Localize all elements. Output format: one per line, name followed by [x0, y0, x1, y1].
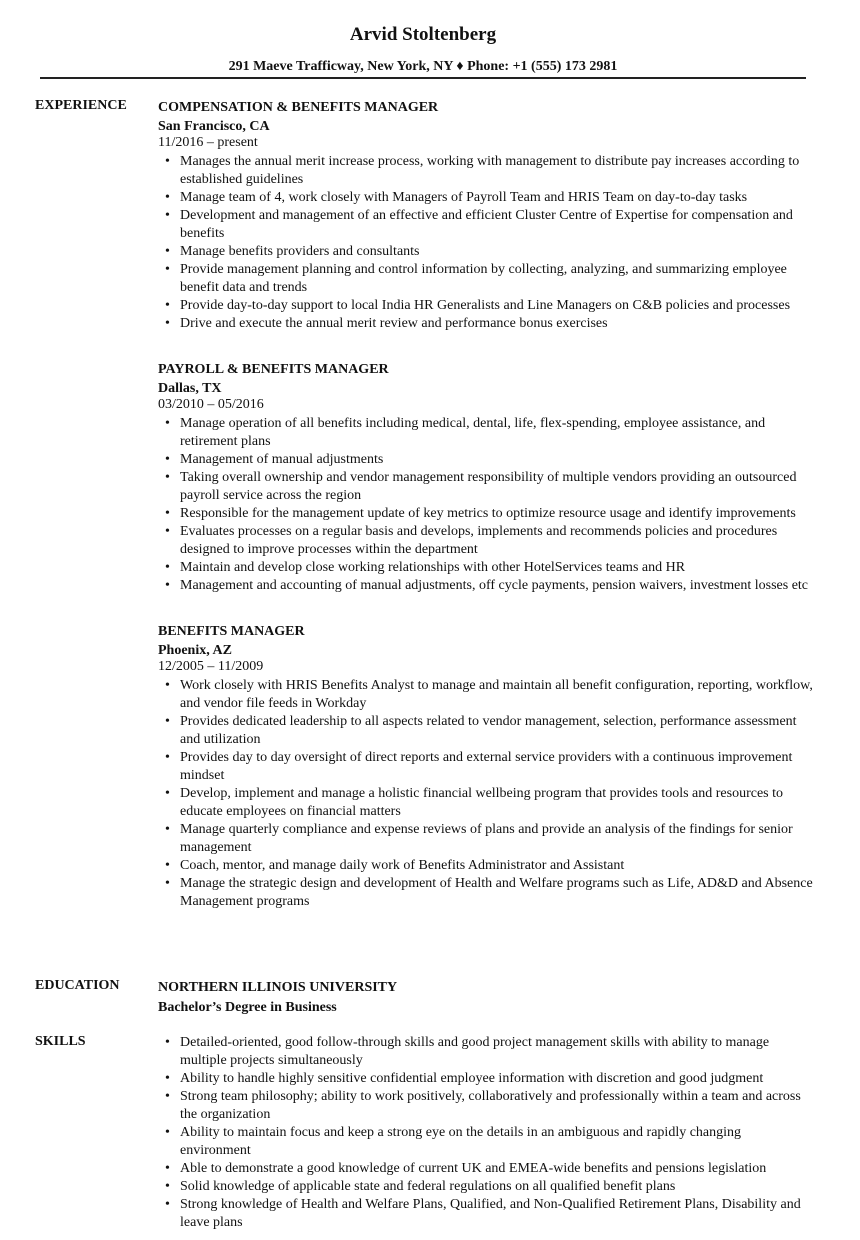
skill-item: • Strong team philosophy; ability to work positively, collaboratively and professionally within a team and across the organization [158, 1088, 813, 1124]
job-duties-list [158, 153, 813, 333]
job-duty: • Maintain and develop close working relationships with other HotelServices teams and HR [158, 559, 813, 577]
job-duty: • Provides day to day oversight of direct reports and external service providers with a continuous improvement mindset [158, 749, 813, 785]
education-section [158, 978, 813, 1018]
skill-item: • Ability to maintain focus and keep a strong eye on the details in an ambiguous and rapidly changing environment [158, 1124, 813, 1160]
job-dates: 11/2016 – present [158, 135, 258, 150]
degree-name: Bachelor’s Degree in Business [158, 1000, 337, 1015]
job-duty: • Develop, implement and manage a holistic financial wellbeing program that provides tools and resources to educate employees on financial matters [158, 785, 813, 821]
skills-section-label: SKILLS [35, 1034, 86, 1049]
job-duty: • Manages the annual merit increase process, working with management to distribute pay increases according to established guidelines [158, 153, 813, 189]
skill-item: • Ability to handle highly sensitive confidential employee information with discretion and good judgment [158, 1070, 813, 1088]
job-duty: • Development and management of an effective and efficient Cluster Centre of Expertise for compensation and benefits [158, 207, 813, 243]
job-duty: • Manage benefits providers and consultants [158, 243, 813, 261]
skill-item: • Solid knowledge of applicable state and federal regulations on all qualified benefit plans [158, 1178, 813, 1196]
job-duty: • Responsible for the management update of key metrics to optimize resource usage and identify improvements [158, 505, 813, 523]
job-duty: • Management and accounting of manual adjustments, off cycle payments, pension waivers, investment losses etc [158, 577, 813, 595]
job-duty: • Provide management planning and control information by collecting, analyzing, and summarizing employee benefit data and trends [158, 261, 813, 297]
job-title: PAYROLL & BENEFITS MANAGER [158, 362, 389, 377]
job-duty: • Manage quarterly compliance and expense reviews of plans and provide an analysis of the findings for senior management [158, 821, 813, 857]
skill-item: • Able to demonstrate a good knowledge of current UK and EMEA-wide benefits and pensions legislation [158, 1160, 813, 1178]
job-duty: • Work closely with HRIS Benefits Analyst to manage and maintain all benefit configuration, reporting, workflow, and vendor file feeds in Workday [158, 677, 813, 713]
job-dates: 03/2010 – 05/2016 [158, 397, 264, 412]
school-name: NORTHERN ILLINOIS UNIVERSITY [158, 980, 398, 995]
skills-list [158, 1034, 813, 1232]
job-entry [158, 98, 813, 333]
job-duty: • Drive and execute the annual merit review and performance bonus exercises [158, 315, 813, 333]
job-entry [158, 622, 813, 911]
job-duty: • Management of manual adjustments [158, 451, 813, 469]
skill-item: • Detailed-oriented, good follow-through skills and good project management skills with ability to manage multiple projects simultaneously [158, 1034, 813, 1070]
job-duties-list [158, 415, 813, 595]
job-duty: • Provides dedicated leadership to all aspects related to vendor management, selection, performance assessment and utilization [158, 713, 813, 749]
job-duty: • Provide day-to-day support to local India HR Generalists and Line Managers on C&B policies and processes [158, 297, 813, 315]
job-entry [158, 360, 813, 595]
skills-section [158, 1034, 813, 1232]
job-duty: • Evaluates processes on a regular basis and develops, implements and recommends policies and procedures designed to improve processes within the department [158, 523, 813, 559]
job-title: COMPENSATION & BENEFITS MANAGER [158, 100, 439, 115]
job-dates: 12/2005 – 11/2009 [158, 659, 264, 674]
job-location: Phoenix, AZ [158, 643, 232, 658]
job-duty: • Manage operation of all benefits including medical, dental, life, flex-spending, employee assistance, and retirement plans [158, 415, 813, 451]
education-section-label: EDUCATION [35, 978, 120, 993]
header-divider [40, 77, 806, 79]
job-location: San Francisco, CA [158, 119, 270, 134]
job-duty: • Coach, mentor, and manage daily work of Benefits Administrator and Assistant [158, 857, 813, 875]
experience-section-label: EXPERIENCE [35, 98, 127, 113]
job-title: BENEFITS MANAGER [158, 624, 305, 639]
skill-item: • Strong knowledge of Health and Welfare Plans, Qualified, and Non-Qualified Retirement Plans, Disability and leave plans [158, 1196, 813, 1232]
job-duties-list [158, 677, 813, 911]
contact-line: 291 Maeve Trafficway, New York, NY ♦ Phone: +1 (555) 173 2981 [228, 59, 618, 74]
job-duty: • Taking overall ownership and vendor management responsibility of multiple vendors providing an outsourced payroll service across the region [158, 469, 813, 505]
candidate-name: Arvid Stoltenberg [349, 24, 497, 45]
job-location: Dallas, TX [158, 381, 222, 396]
job-duty: • Manage team of 4, work closely with Managers of Payroll Team and HRIS Team on day-to-day tasks [158, 189, 813, 207]
job-duty: • Manage the strategic design and development of Health and Welfare programs such as Life, AD&D and Absence Management programs [158, 875, 813, 911]
experience-section [158, 98, 813, 938]
